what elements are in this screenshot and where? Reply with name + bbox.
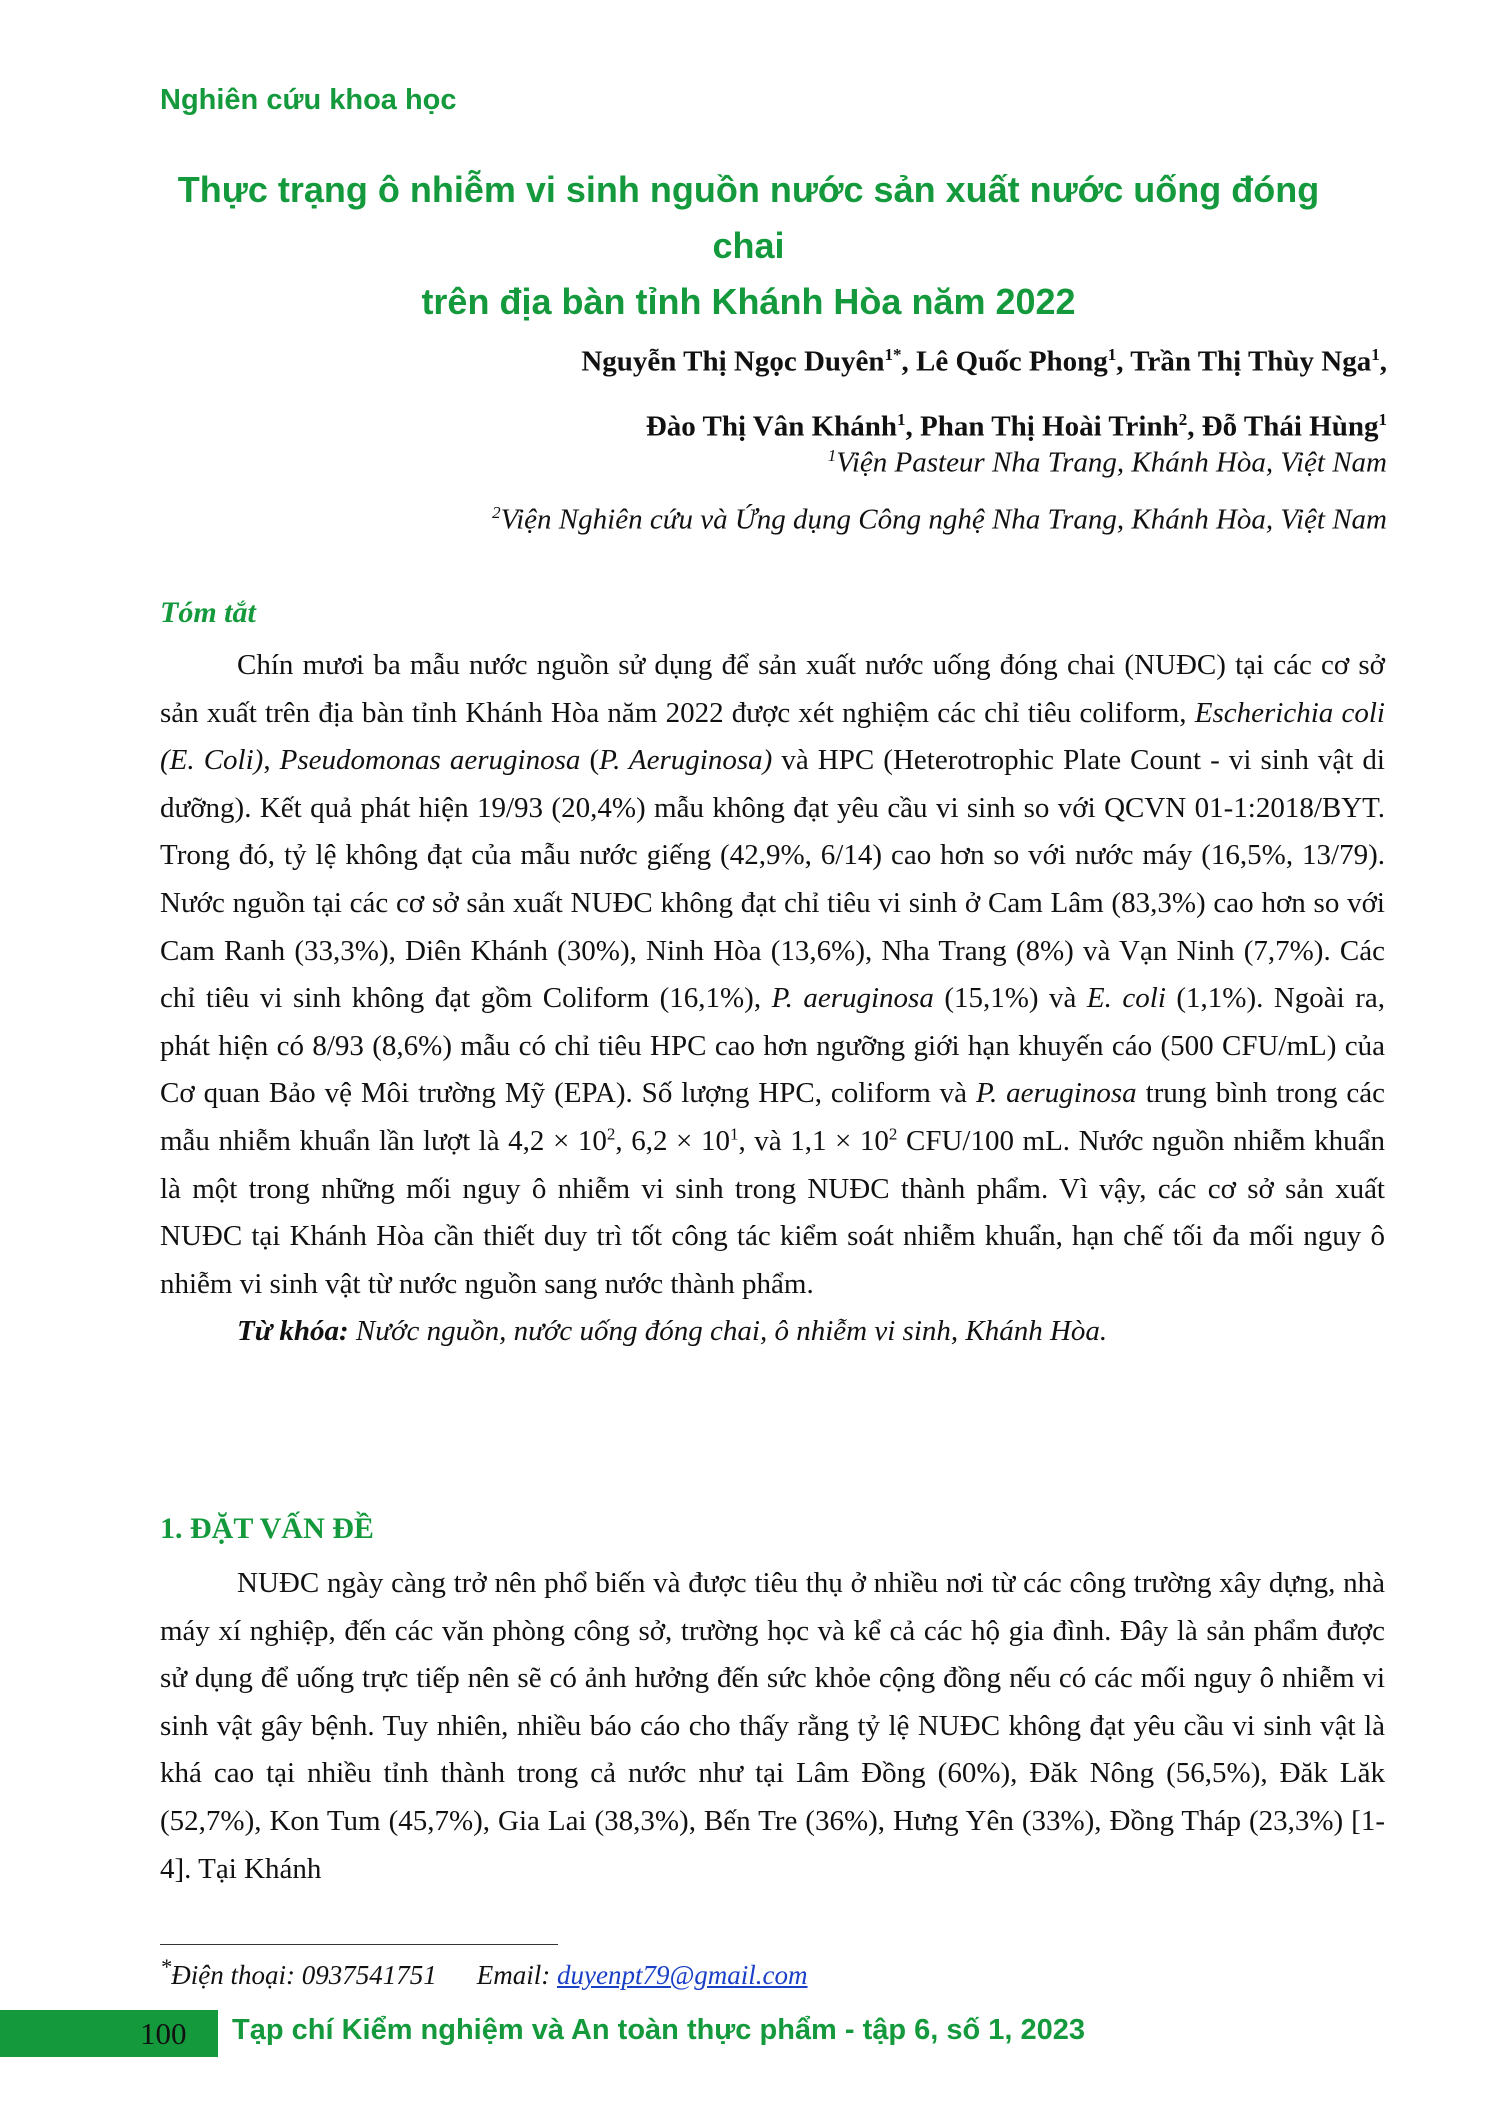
- author-list: [581, 326, 1387, 455]
- keywords-text: Nước nguồn, nước uống đóng chai, ô nhiễm vi sinh, Khánh Hòa.: [348, 1315, 1108, 1348]
- author-separator: ,: [1116, 345, 1131, 378]
- author-name: Phan Thị Hoài Trinh: [920, 410, 1179, 443]
- title-line-1: Thực trạng ô nhiễm vi sinh nguồn nước sản xuất nước uống đóng chai: [177, 169, 1320, 266]
- author-affiliation-mark: 2: [1178, 409, 1188, 429]
- title-line-2: trên địa bàn tỉnh Khánh Hòa năm 2022: [421, 281, 1076, 322]
- section-tag: Nghiên cứu khoa học: [160, 84, 457, 116]
- abstract-paragraph: Chín mươi ba mẫu nước nguồn sử dụng để sản xuất nước uống đóng chai (NUĐC) tại các cơ sở sản xuất trên địa bàn tỉnh Khánh Hòa năm 2022 được xét nghiệm các chỉ tiêu coliform, Escherichia coli (E. Coli), Pseudomonas aeruginosa (P. Aeruginosa) và HPC (Heterotrophic Plate Count - vi sinh vật di dưỡng). Kết quả phát hiện 19/93 (20,4%) mẫu không đạt yêu cầu vi sinh so với QCVN 01-1:2018/BYT. Trong đó, tỷ lệ không đạt của mẫu nước giếng (42,9%, 6/14) cao hơn so với nước máy (16,5%, 13/79). Nước nguồn tại các cơ sở sản xuất NUĐC không đạt chỉ tiêu vi sinh ở Cam Lâm (83,3%) cao hơn so với Cam Ranh (33,3%), Diên Khánh (30%), Ninh Hòa (13,6%), Nha Trang (8%) và Vạn Ninh (7,7%). Các chỉ tiêu vi sinh không đạt gồm Coliform (16,1%), P. aeruginosa (15,1%) và E. coli (1,1%). Ngoài ra, phát hiện có 8/93 (8,6%) mẫu có chỉ tiêu HPC cao hơn ngưỡng giới hạn khuyến cáo (500 CFU/mL) của Cơ quan Bảo vệ Môi trường Mỹ (EPA). Số lượng HPC, coliform và P. aeruginosa trung bình trong các mẫu nhiễm khuẩn lần lượt là $4,2 \times 10^2$, $6,2 \times 10^1$, và $1,1 \times 10^2$ CFU/100 mL. Nước nguồn nhiễm khuẩn là một trong những mối nguy ô nhiễm vi sinh trong NUĐC thành phẩm. Vì vậy, các cơ sở sản xuất NUĐC tại Khánh Hòa cần thiết duy trì tốt công tác kiểm soát nhiễm khuẩn, hạn chế tối đa mối nguy ô nhiễm vi sinh vật từ nước nguồn sang nước thành phẩm.: [160, 649, 1386, 1300]
- abstract-heading: Tóm tắt: [160, 596, 256, 629]
- email-link[interactable]: duyenpt79@gmail.com: [556, 1960, 808, 1990]
- author-separator: ,: [905, 410, 921, 443]
- page-number: 100: [140, 2016, 187, 2051]
- author-name: Đào Thị Vân Khánh: [645, 410, 898, 443]
- footnote-phone: Điện thoại: 0937541751: [171, 1960, 437, 1990]
- author-name: Lê Quốc Phong: [916, 345, 1108, 378]
- author-separator: ,: [1187, 410, 1202, 443]
- article-title: [150, 162, 1347, 330]
- footnote: [160, 1954, 808, 1991]
- affiliation-mark: 2: [492, 503, 501, 522]
- author-affiliation-mark: 1*: [884, 345, 902, 364]
- section-body: [160, 1560, 1385, 1893]
- section-heading: 1. ĐẶT VẤN ĐỀ: [160, 1512, 374, 1545]
- author-affiliation-mark: 1: [1107, 345, 1117, 364]
- author-name: Đỗ Thái Hùng: [1201, 410, 1379, 443]
- author-separator: ,: [1379, 345, 1387, 378]
- affiliation-1: [828, 446, 1387, 480]
- author-name: Nguyễn Thị Ngọc Duyên: [581, 345, 885, 378]
- footnote-email-label: Email:: [476, 1960, 557, 1990]
- section-paragraph: NUĐC ngày càng trở nên phổ biến và được tiêu thụ ở nhiều nơi từ các công trường xây dựng, nhà máy xí nghiệp, đến các văn phòng công sở, trường học và kể cả các hộ gia đình. Đây là sản phẩm được sử dụng để uống trực tiếp nên sẽ có ảnh hưởng đến sức khỏe cộng đồng nếu có các mối nguy ô nhiễm vi sinh vật gây bệnh. Tuy nhiên, nhiều báo cáo cho thấy rằng tỷ lệ NUĐC không đạt yêu cầu vi sinh vật là khá cao tại nhiều tỉnh thành trong cả nước như tại Lâm Đồng (60%), Đăk Nông (56,5%), Đăk Lăk (52,7%), Kon Tum (45,7%), Gia Lai (38,3%), Bến Tre (36%), Hưng Yên (33%), Đồng Tháp (23,3%) [1-4]. Tại Khánh: [160, 1567, 1385, 1885]
- journal-name: Tạp chí Kiểm nghiệm và An toàn thực phẩm - tập 6, số 1, 2023: [232, 2014, 1086, 2046]
- footnote-mark: *: [160, 1954, 172, 1979]
- affiliation-mark: 1: [827, 446, 837, 465]
- author-affiliation-mark: 1: [1378, 409, 1387, 429]
- author-affiliation-mark: 1: [897, 409, 906, 429]
- keywords-label: Từ khóa:: [237, 1315, 349, 1348]
- footnote-divider: [160, 1944, 558, 1945]
- affiliation-2: [492, 503, 1387, 537]
- affiliation-text: Viện Pasteur Nha Trang, Khánh Hòa, Việt Nam: [836, 446, 1387, 479]
- abstract-body: [160, 642, 1385, 1356]
- affiliation-text: Viện Nghiên cứu và Ứng dụng Công nghệ Nha Trang, Khánh Hòa, Việt Nam: [500, 503, 1387, 536]
- author-separator: ,: [901, 345, 917, 378]
- author-name: Trần Thị Thùy Nga: [1130, 345, 1372, 378]
- keywords: [160, 1308, 1385, 1356]
- authors-line-1: [581, 326, 1387, 391]
- author-affiliation-mark: 1: [1371, 345, 1380, 364]
